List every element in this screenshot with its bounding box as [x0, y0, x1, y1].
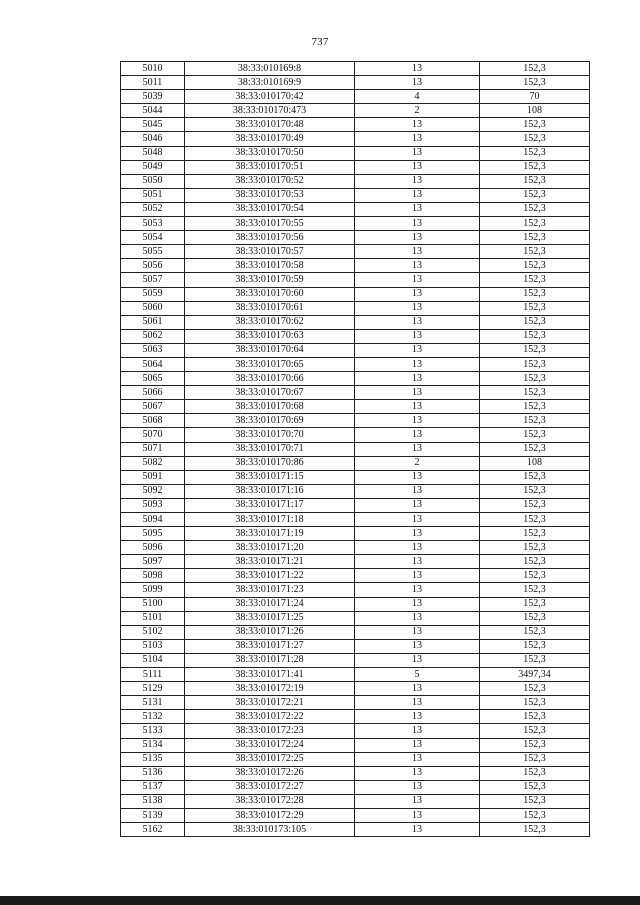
cadastral-number-cell: 38:33:010172:28 [185, 794, 355, 808]
area-cell: 152,3 [480, 343, 590, 357]
cadastral-number-cell: 38:33:010170:56 [185, 231, 355, 245]
cadastral-number-cell: 38:33:010170:69 [185, 414, 355, 428]
cadastral-number-cell: 38:33:010170:86 [185, 456, 355, 470]
table-row [121, 498, 590, 512]
table-row [121, 527, 590, 541]
cadastral-number-cell: 38:33:010170:62 [185, 315, 355, 329]
cadastral-number-cell: 38:33:010172:26 [185, 766, 355, 780]
cadastral-number-cell: 38:33:010172:23 [185, 724, 355, 738]
area-cell: 152,3 [480, 160, 590, 174]
cadastral-number-cell: 38:33:010171:23 [185, 583, 355, 597]
area-cell: 152,3 [480, 174, 590, 188]
count-cell: 13 [355, 217, 480, 231]
count-cell: 13 [355, 724, 480, 738]
count-cell: 13 [355, 569, 480, 583]
table-row [121, 104, 590, 118]
count-cell: 13 [355, 625, 480, 639]
table-row [121, 118, 590, 132]
cadastral-number-cell: 38:33:010170:58 [185, 259, 355, 273]
row-number-cell: 5045 [121, 118, 185, 132]
row-number-cell: 5010 [121, 62, 185, 76]
cadastral-number-cell: 38:33:010170:49 [185, 132, 355, 146]
area-cell: 152,3 [480, 823, 590, 837]
count-cell: 13 [355, 188, 480, 202]
row-number-cell: 5100 [121, 597, 185, 611]
row-number-cell: 5052 [121, 202, 185, 216]
table-row [121, 160, 590, 174]
count-cell: 13 [355, 132, 480, 146]
row-number-cell: 5051 [121, 188, 185, 202]
table-row [121, 245, 590, 259]
area-cell: 152,3 [480, 245, 590, 259]
count-cell: 13 [355, 738, 480, 752]
table-row [121, 823, 590, 837]
count-cell: 13 [355, 639, 480, 653]
cadastral-number-cell: 38:33:010171:22 [185, 569, 355, 583]
count-cell: 13 [355, 118, 480, 132]
row-number-cell: 5095 [121, 527, 185, 541]
area-cell: 3497,34 [480, 668, 590, 682]
area-cell: 152,3 [480, 597, 590, 611]
cadastral-number-cell: 38:33:010170:60 [185, 287, 355, 301]
row-number-cell: 5039 [121, 90, 185, 104]
count-cell: 13 [355, 696, 480, 710]
table-row [121, 710, 590, 724]
count-cell: 13 [355, 597, 480, 611]
count-cell: 13 [355, 76, 480, 90]
table-row [121, 343, 590, 357]
count-cell: 13 [355, 329, 480, 343]
area-cell: 152,3 [480, 484, 590, 498]
area-cell: 152,3 [480, 583, 590, 597]
cadastral-number-cell: 38:33:010170:59 [185, 273, 355, 287]
area-cell: 152,3 [480, 273, 590, 287]
cadastral-number-cell: 38:33:010171:41 [185, 668, 355, 682]
area-cell: 152,3 [480, 442, 590, 456]
table-row [121, 752, 590, 766]
area-cell: 152,3 [480, 639, 590, 653]
table-row [121, 386, 590, 400]
cadastral-number-cell: 38:33:010171:15 [185, 470, 355, 484]
area-cell: 152,3 [480, 315, 590, 329]
row-number-cell: 5102 [121, 625, 185, 639]
cadastral-number-cell: 38:33:010171:16 [185, 484, 355, 498]
table-row [121, 62, 590, 76]
row-number-cell: 5135 [121, 752, 185, 766]
row-number-cell: 5067 [121, 400, 185, 414]
page-number: 737 [311, 36, 329, 48]
table-row [121, 668, 590, 682]
row-number-cell: 5056 [121, 259, 185, 273]
row-number-cell: 5053 [121, 217, 185, 231]
area-cell: 152,3 [480, 188, 590, 202]
area-cell: 152,3 [480, 118, 590, 132]
row-number-cell: 5066 [121, 386, 185, 400]
area-cell: 152,3 [480, 202, 590, 216]
row-number-cell: 5059 [121, 287, 185, 301]
area-cell: 152,3 [480, 541, 590, 555]
table-row [121, 146, 590, 160]
cadastral-number-cell: 38:33:010171:26 [185, 625, 355, 639]
row-number-cell: 5055 [121, 245, 185, 259]
count-cell: 13 [355, 527, 480, 541]
count-cell: 13 [355, 766, 480, 780]
count-cell: 13 [355, 202, 480, 216]
cadastral-number-cell: 38:33:010171:27 [185, 639, 355, 653]
table-row [121, 456, 590, 470]
count-cell: 2 [355, 456, 480, 470]
row-number-cell: 5111 [121, 668, 185, 682]
table-row [121, 808, 590, 822]
area-cell: 152,3 [480, 470, 590, 484]
count-cell: 13 [355, 287, 480, 301]
table-row [121, 132, 590, 146]
table-row [121, 625, 590, 639]
count-cell: 13 [355, 301, 480, 315]
cadastral-number-cell: 38:33:010170:66 [185, 372, 355, 386]
area-cell: 152,3 [480, 146, 590, 160]
row-number-cell: 5046 [121, 132, 185, 146]
table-row [121, 76, 590, 90]
area-cell: 152,3 [480, 287, 590, 301]
area-cell: 152,3 [480, 259, 590, 273]
row-number-cell: 5065 [121, 372, 185, 386]
count-cell: 13 [355, 752, 480, 766]
cadastral-number-cell: 38:33:010170:57 [185, 245, 355, 259]
cadastral-number-cell: 38:33:010170:50 [185, 146, 355, 160]
row-number-cell: 5060 [121, 301, 185, 315]
row-number-cell: 5093 [121, 498, 185, 512]
table-row [121, 639, 590, 653]
table-row [121, 174, 590, 188]
row-number-cell: 5091 [121, 470, 185, 484]
table-row [121, 583, 590, 597]
row-number-cell: 5054 [121, 231, 185, 245]
area-cell: 152,3 [480, 780, 590, 794]
row-number-cell: 5097 [121, 555, 185, 569]
table-row [121, 188, 590, 202]
area-cell: 152,3 [480, 653, 590, 667]
row-number-cell: 5129 [121, 682, 185, 696]
table-row [121, 766, 590, 780]
table-row [121, 202, 590, 216]
row-number-cell: 5136 [121, 766, 185, 780]
count-cell: 13 [355, 780, 480, 794]
count-cell: 13 [355, 231, 480, 245]
cadastral-number-cell: 38:33:010170:63 [185, 329, 355, 343]
area-cell: 152,3 [480, 217, 590, 231]
table-row [121, 357, 590, 371]
table-row [121, 470, 590, 484]
cadastral-number-cell: 38:33:010171:20 [185, 541, 355, 555]
count-cell: 13 [355, 245, 480, 259]
area-cell: 152,3 [480, 808, 590, 822]
cadastral-number-cell: 38:33:010169:9 [185, 76, 355, 90]
count-cell: 13 [355, 653, 480, 667]
table-row [121, 696, 590, 710]
table-row [121, 513, 590, 527]
table-row [121, 231, 590, 245]
row-number-cell: 5061 [121, 315, 185, 329]
area-cell: 152,3 [480, 527, 590, 541]
row-number-cell: 5070 [121, 428, 185, 442]
cadastral-number-cell: 38:33:010172:27 [185, 780, 355, 794]
table-row [121, 541, 590, 555]
cadastral-number-cell: 38:33:010170:473 [185, 104, 355, 118]
count-cell: 13 [355, 710, 480, 724]
table-row [121, 90, 590, 104]
count-cell: 13 [355, 343, 480, 357]
area-cell: 152,3 [480, 76, 590, 90]
scan-edge-bar [0, 896, 640, 905]
area-cell: 152,3 [480, 569, 590, 583]
count-cell: 13 [355, 273, 480, 287]
count-cell: 13 [355, 794, 480, 808]
area-cell: 152,3 [480, 372, 590, 386]
row-number-cell: 5131 [121, 696, 185, 710]
area-cell: 152,3 [480, 710, 590, 724]
count-cell: 13 [355, 146, 480, 160]
count-cell: 13 [355, 372, 480, 386]
count-cell: 13 [355, 498, 480, 512]
area-cell: 152,3 [480, 498, 590, 512]
row-number-cell: 5162 [121, 823, 185, 837]
cadastral-number-cell: 38:33:010172:25 [185, 752, 355, 766]
row-number-cell: 5057 [121, 273, 185, 287]
count-cell: 2 [355, 104, 480, 118]
count-cell: 13 [355, 470, 480, 484]
count-cell: 13 [355, 808, 480, 822]
table-row [121, 738, 590, 752]
cadastral-number-cell: 38:33:010173:105 [185, 823, 355, 837]
cadastral-number-cell: 38:33:010172:21 [185, 696, 355, 710]
row-number-cell: 5048 [121, 146, 185, 160]
count-cell: 13 [355, 823, 480, 837]
area-cell: 152,3 [480, 682, 590, 696]
row-number-cell: 5103 [121, 639, 185, 653]
area-cell: 152,3 [480, 301, 590, 315]
row-number-cell: 5071 [121, 442, 185, 456]
area-cell: 152,3 [480, 386, 590, 400]
count-cell: 13 [355, 259, 480, 273]
table-row [121, 555, 590, 569]
count-cell: 5 [355, 668, 480, 682]
table-row [121, 372, 590, 386]
row-number-cell: 5139 [121, 808, 185, 822]
cadastral-number-cell: 38:33:010170:64 [185, 343, 355, 357]
table-row [121, 315, 590, 329]
count-cell: 13 [355, 357, 480, 371]
area-cell: 152,3 [480, 414, 590, 428]
table-row [121, 484, 590, 498]
row-number-cell: 5096 [121, 541, 185, 555]
count-cell: 13 [355, 400, 480, 414]
area-cell: 152,3 [480, 696, 590, 710]
cadastral-number-cell: 38:33:010170:42 [185, 90, 355, 104]
area-cell: 152,3 [480, 132, 590, 146]
row-number-cell: 5137 [121, 780, 185, 794]
area-cell: 152,3 [480, 555, 590, 569]
cadastral-number-cell: 38:33:010170:51 [185, 160, 355, 174]
area-cell: 152,3 [480, 400, 590, 414]
table-row [121, 259, 590, 273]
cadastral-number-cell: 38:33:010170:52 [185, 174, 355, 188]
count-cell: 13 [355, 682, 480, 696]
count-cell: 13 [355, 541, 480, 555]
count-cell: 13 [355, 513, 480, 527]
row-number-cell: 5049 [121, 160, 185, 174]
count-cell: 13 [355, 62, 480, 76]
row-number-cell: 5063 [121, 343, 185, 357]
area-cell: 108 [480, 104, 590, 118]
table-row [121, 780, 590, 794]
table-row [121, 724, 590, 738]
row-number-cell: 5082 [121, 456, 185, 470]
row-number-cell: 5133 [121, 724, 185, 738]
table-row [121, 414, 590, 428]
cadastral-number-cell: 38:33:010172:29 [185, 808, 355, 822]
cadastral-number-cell: 38:33:010170:48 [185, 118, 355, 132]
table-row [121, 287, 590, 301]
row-number-cell: 5011 [121, 76, 185, 90]
row-number-cell: 5132 [121, 710, 185, 724]
table-row [121, 301, 590, 315]
table-row [121, 794, 590, 808]
row-number-cell: 5098 [121, 569, 185, 583]
count-cell: 13 [355, 611, 480, 625]
area-cell: 152,3 [480, 231, 590, 245]
cadastral-number-cell: 38:33:010170:65 [185, 357, 355, 371]
cadastral-number-cell: 38:33:010169:8 [185, 62, 355, 76]
table-row [121, 611, 590, 625]
area-cell: 152,3 [480, 611, 590, 625]
count-cell: 13 [355, 414, 480, 428]
cadastral-number-cell: 38:33:010172:24 [185, 738, 355, 752]
table-row [121, 442, 590, 456]
cadastral-number-cell: 38:33:010171:24 [185, 597, 355, 611]
cadastral-number-cell: 38:33:010172:22 [185, 710, 355, 724]
table-row [121, 569, 590, 583]
table-row [121, 400, 590, 414]
count-cell: 13 [355, 174, 480, 188]
cadastral-number-cell: 38:33:010171:19 [185, 527, 355, 541]
cadastral-number-cell: 38:33:010170:54 [185, 202, 355, 216]
registry-table [120, 61, 590, 837]
count-cell: 13 [355, 428, 480, 442]
cadastral-number-cell: 38:33:010171:28 [185, 653, 355, 667]
area-cell: 152,3 [480, 794, 590, 808]
table-row [121, 273, 590, 287]
row-number-cell: 5044 [121, 104, 185, 118]
cadastral-number-cell: 38:33:010171:17 [185, 498, 355, 512]
row-number-cell: 5062 [121, 329, 185, 343]
count-cell: 13 [355, 315, 480, 329]
area-cell: 70 [480, 90, 590, 104]
area-cell: 152,3 [480, 625, 590, 639]
area-cell: 152,3 [480, 62, 590, 76]
count-cell: 13 [355, 442, 480, 456]
row-number-cell: 5068 [121, 414, 185, 428]
area-cell: 108 [480, 456, 590, 470]
row-number-cell: 5064 [121, 357, 185, 371]
cadastral-number-cell: 38:33:010170:53 [185, 188, 355, 202]
cadastral-number-cell: 38:33:010170:55 [185, 217, 355, 231]
row-number-cell: 5134 [121, 738, 185, 752]
count-cell: 13 [355, 386, 480, 400]
table-row [121, 428, 590, 442]
row-number-cell: 5101 [121, 611, 185, 625]
registry-table-body [121, 62, 590, 837]
cadastral-number-cell: 38:33:010171:25 [185, 611, 355, 625]
table-row [121, 329, 590, 343]
row-number-cell: 5094 [121, 513, 185, 527]
area-cell: 152,3 [480, 752, 590, 766]
table-row [121, 682, 590, 696]
area-cell: 152,3 [480, 357, 590, 371]
cadastral-number-cell: 38:33:010170:70 [185, 428, 355, 442]
count-cell: 13 [355, 583, 480, 597]
row-number-cell: 5104 [121, 653, 185, 667]
area-cell: 152,3 [480, 428, 590, 442]
table-row [121, 217, 590, 231]
count-cell: 13 [355, 484, 480, 498]
count-cell: 13 [355, 160, 480, 174]
area-cell: 152,3 [480, 766, 590, 780]
row-number-cell: 5099 [121, 583, 185, 597]
area-cell: 152,3 [480, 513, 590, 527]
cadastral-number-cell: 38:33:010170:71 [185, 442, 355, 456]
cadastral-number-cell: 38:33:010170:67 [185, 386, 355, 400]
area-cell: 152,3 [480, 329, 590, 343]
area-cell: 152,3 [480, 724, 590, 738]
cadastral-number-cell: 38:33:010171:18 [185, 513, 355, 527]
table-row [121, 597, 590, 611]
cadastral-number-cell: 38:33:010171:21 [185, 555, 355, 569]
row-number-cell: 5138 [121, 794, 185, 808]
table-row [121, 653, 590, 667]
count-cell: 13 [355, 555, 480, 569]
row-number-cell: 5050 [121, 174, 185, 188]
cadastral-number-cell: 38:33:010170:68 [185, 400, 355, 414]
cadastral-number-cell: 38:33:010170:61 [185, 301, 355, 315]
cadastral-number-cell: 38:33:010172:19 [185, 682, 355, 696]
count-cell: 4 [355, 90, 480, 104]
row-number-cell: 5092 [121, 484, 185, 498]
area-cell: 152,3 [480, 738, 590, 752]
